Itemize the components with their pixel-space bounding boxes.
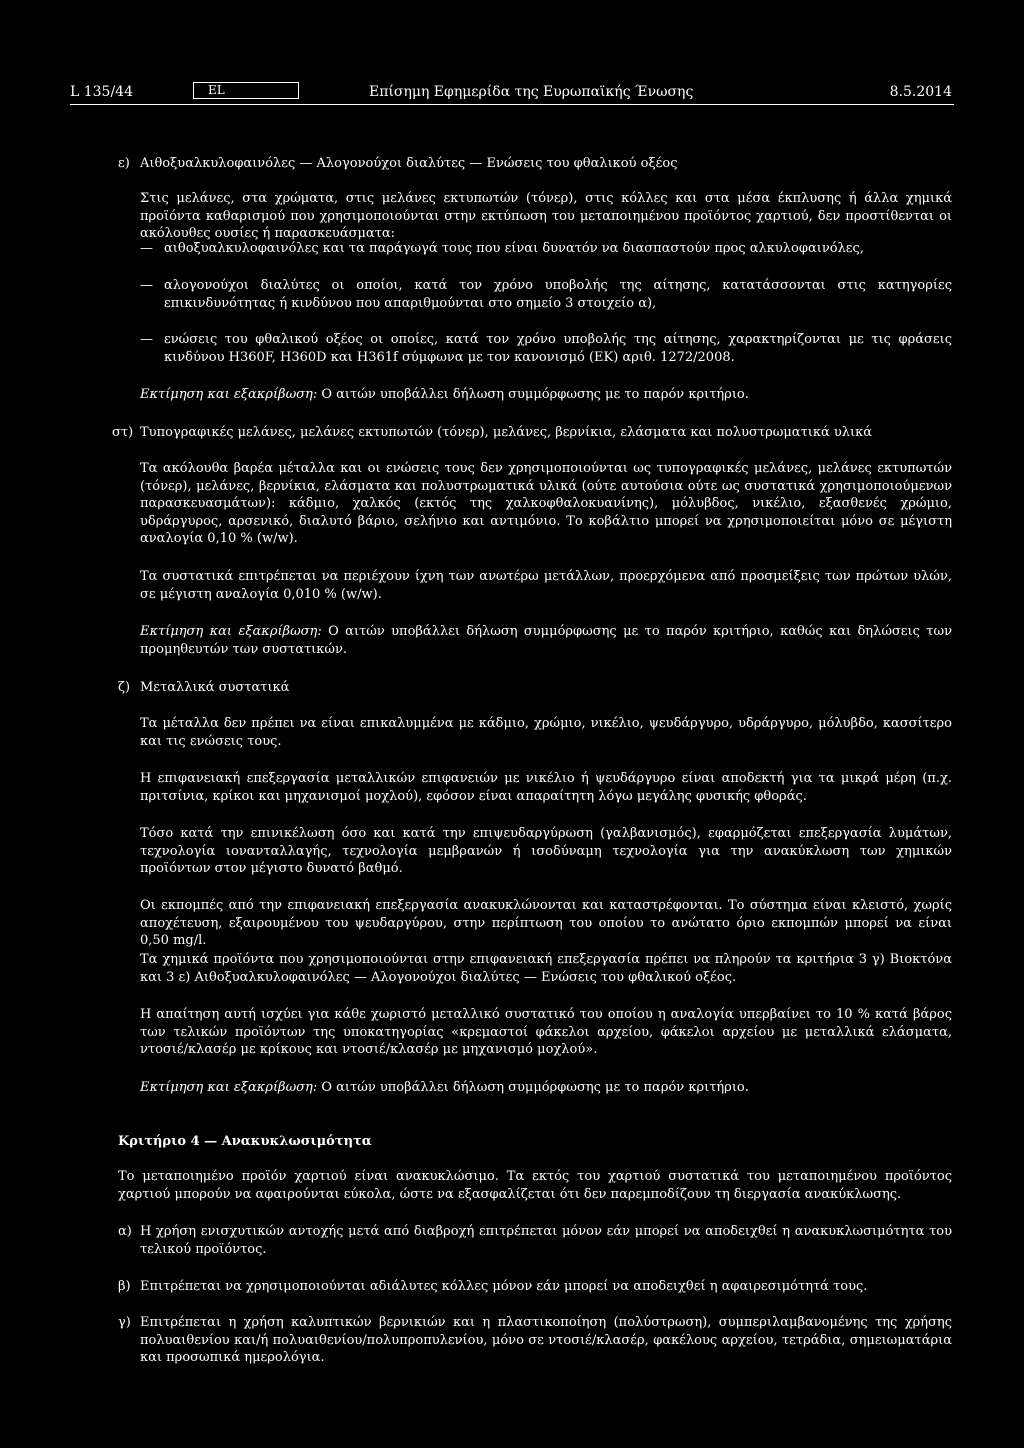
- publication-date: 8.5.2014: [889, 84, 952, 100]
- dash-marker: —: [140, 332, 153, 347]
- section-st-paragraph-2: Τα συστατικά επιτρέπεται να περιέχουν ίχνη των ανωτέρω μετάλλων, προερχόμενα από προσμείξεις των πρώτων υλών, σε μέγιστη αναλογία 0,010 % (w/w).: [140, 569, 952, 602]
- language-code-box: EL: [193, 82, 299, 99]
- section-z-assessment: [140, 1079, 952, 1097]
- section-z-paragraph-2: Η επιφανειακή επεξεργασία μεταλλικών επιφανειών με νικέλιο ή ψευδάργυρο είναι αποδεκτή για τα μικρά μέρη (π.χ. πριτσίνια, κρίκοι και μηχανισμοί μοχλού), εφόσον είναι απαραίτητη λόγω μεγάλης φυσικής φθοράς.: [140, 771, 952, 804]
- section-e-assessment: [140, 386, 952, 404]
- page-header: [70, 82, 952, 102]
- criterion-4-heading: Κριτήριο 4 — Ανακυκλωσιμότητα: [118, 1134, 372, 1149]
- section-z-paragraph-6: Η απαίτηση αυτή ισχύει για κάθε χωριστό μεταλλικό συστατικό του οποίου η αναλογία υπερβαίνει το 10 % κατά βάρος των τελικών προϊόντων της υποκατηγορίας «κρεμαστοί φάκελοι αρχείου, φάκελοι αρχείου με μεταλλικά ελάσματα, ντοσιέ/κλασέρ με κρίκους και ντοσιέ/κλασέρ με μηχανισμό μοχλού».: [140, 1007, 952, 1057]
- journal-reference: L 135/44: [70, 84, 133, 100]
- section-e-item-2: αλογονούχοι διαλύτες οι οποίοι, κατά τον χρόνο υποβολής της αίτησης, κατατάσσονται στις κατηγορίες επικινδυνότητας ή κινδύνου που απαριθμούνται στο σημείο 3 στοιχείο α),: [164, 278, 952, 311]
- assessment-label: Εκτίμηση και εξακρίβωση:: [140, 387, 318, 402]
- section-e-intro: Στις μελάνες, στα χρώματα, στις μελάνες εκτυπωτών (τόνερ), στις κόλλες και στα μέσα έκπλυσης ή άλλα χημικά προϊόντα καθαρισμού που χρησιμοποιούνται στην εκτύπωση του μεταποιημένου προϊόντος χαρτιού, δεν προστίθενται οι ακόλουθες ουσίες ή παρασκευάσματα:: [140, 191, 952, 241]
- journal-title: Επίσημη Εφημερίδα της Ευρωπαϊκής Ένωσης: [369, 84, 694, 100]
- section-e-label: ε): [118, 156, 130, 171]
- section-st-paragraph-1: Τα ακόλουθα βαρέα μέταλλα και οι ενώσεις τους δεν χρησιμοποιούνται ως τυπογραφικές μελάνες, μελάνες εκτυπωτών (τόνερ), μελάνες, βερνίκια, ελάσματα και πολυστρωματικά υλικά (ούτε αυτούσια ούτε ως συστατικά χρησιμοποιούμενων παρασκευασμάτων): κάδμιο, χαλκός (εκτός της χαλκοφθαλοκυανίνης), μόλυβδος, νικέλιο, εξασθενές χρώμιο, υδράργυρος, αρσενικό, διαλυτό βάριο, σελήνιο και αντιμόνιο. Το κοβάλτιο μπορεί να χρησιμοποιείται μόνο σε μέγιστη αναλογία 0,10 % (w/w).: [140, 461, 952, 546]
- section-z-heading: Μεταλλικά συστατικά: [140, 680, 290, 695]
- section-z-paragraph-4: Οι εκπομπές από την επιφανειακή επεξεργασία ανακυκλώνονται και καταστρέφονται. Το σύστημα είναι κλειστό, χωρίς αποχέτευση, εξαιρουμένου του ψευδαργύρου, στην περίπτωση του οποίου το ανώτατο όριο εκπομπών μπορεί να είναι 0,50 mg/l.: [140, 898, 952, 948]
- assessment-text: Ο αιτών υποβάλλει δήλωση συμμόρφωσης με το παρόν κριτήριο.: [321, 1080, 749, 1095]
- section-z-label: ζ): [118, 680, 131, 695]
- assessment-text: Ο αιτών υποβάλλει δήλωση συμμόρφωσης με το παρόν κριτήριο, καθώς και δηλώσεις των προμηθευτών των συστατικών.: [140, 624, 952, 657]
- criterion-4-intro: Το μεταποιημένο προϊόν χαρτιού είναι ανακυκλώσιμο. Τα εκτός του χαρτιού συστατικά του μεταποιημένου προϊόντος χαρτιού μπορούν να αφαιρούνται εύκολα, ώστε να εξασφαλίζεται ότι δεν παρεμποδίζουν τη διεργασία ανακύκλωσης.: [118, 1169, 952, 1202]
- criterion-4-item-c-label: γ): [118, 1315, 131, 1330]
- criterion-4-item-a-label: α): [118, 1224, 132, 1239]
- header-rule: [70, 104, 954, 105]
- section-st-heading: Τυπογραφικές μελάνες, μελάνες εκτυπωτών (τόνερ), μελάνες, βερνίκια, ελάσματα και πολυστρωματικά υλικά: [140, 425, 873, 440]
- dash-marker: —: [140, 241, 153, 256]
- section-z-paragraph-3: Τόσο κατά την επινικέλωση όσο και κατά την επιψευδαργύρωση (γαλβανισμός), εφαρμόζεται επεξεργασία λυμάτων, τεχνολογία ιονανταλλαγής, τεχνολογία μεμβρανών ή ισοδύναμη τεχνολογία για την ανακύκλωση των χημικών προϊόντων στον μέγιστο δυνατό βαθμό.: [140, 826, 952, 876]
- section-st-label: στ): [112, 425, 134, 440]
- assessment-label: Εκτίμηση και εξακρίβωση:: [140, 624, 322, 639]
- criterion-4-item-b-label: β): [118, 1279, 131, 1294]
- section-z-paragraph-1: Τα μέταλλα δεν πρέπει να είναι επικαλυμμένα με κάδμιο, χρώμιο, νικέλιο, ψευδάργυρο, υδράργυρο, μόλυβδο, κασσίτερο και τις ενώσεις τους.: [140, 716, 952, 749]
- criterion-4-item-c: Επιτρέπεται η χρήση καλυπτικών βερνικιών και η πλαστικοποίηση (πολύστρωση), συμπεριλαμβανομένης της χρήσης πολυαιθενίου και/ή πολυαιθενίου/πολυπροπυλενίου, μόνο σε ντοσιέ/κλασέρ, φακέλους αρχείου, τετράδια, σημειωματάρια και προσωπικά ημερολόγια.: [140, 1315, 952, 1365]
- section-e-item-1: αιθοξυαλκυλοφαινόλες και τα παράγωγά τους που είναι δυνατόν να διασπαστούν προς αλκυλοφαινόλες,: [164, 241, 864, 256]
- section-e-item-3: ενώσεις του φθαλικού οξέος οι οποίες, κατά τον χρόνο υποβολής της αίτησης, χαρακτηρίζονται με τις φράσεις κινδύνου H360F, H360D και H361f σύμφωνα με τον κανονισμό (ΕΚ) αριθ. 1272/2008.: [164, 332, 952, 365]
- assessment-text: Ο αιτών υποβάλλει δήλωση συμμόρφωσης με το παρόν κριτήριο.: [321, 387, 749, 402]
- section-st-assessment: [140, 623, 952, 658]
- dash-marker: —: [140, 278, 153, 293]
- section-e-heading: Αιθοξυαλκυλοφαινόλες — Αλογονούχοι διαλύτες — Ενώσεις του φθαλικού οξέος: [140, 156, 678, 171]
- criterion-4-item-a: Η χρήση ενισχυτικών αντοχής μετά από διαβροχή επιτρέπεται μόνον εάν μπορεί να αποδειχθεί η ανακυκλωσιμότητα του τελικού προϊόντος.: [140, 1224, 952, 1257]
- assessment-label: Εκτίμηση και εξακρίβωση:: [140, 1080, 318, 1095]
- section-z-paragraph-5: Τα χημικά προϊόντα που χρησιμοποιούνται στην επιφανειακή επεξεργασία πρέπει να πληρούν τα κριτήρια 3 γ) Βιοκτόνα και 3 ε) Αιθοξυαλκυλοφαινόλες — Αλογονούχοι διαλύτες — Ενώσεις του φθαλικού οξέος.: [140, 952, 952, 985]
- criterion-4-item-b: Επιτρέπεται να χρησιμοποιούνται αδιάλυτες κόλλες μόνον εάν μπορεί να αποδειχθεί η αφαιρεσιμότητά τους.: [140, 1279, 868, 1294]
